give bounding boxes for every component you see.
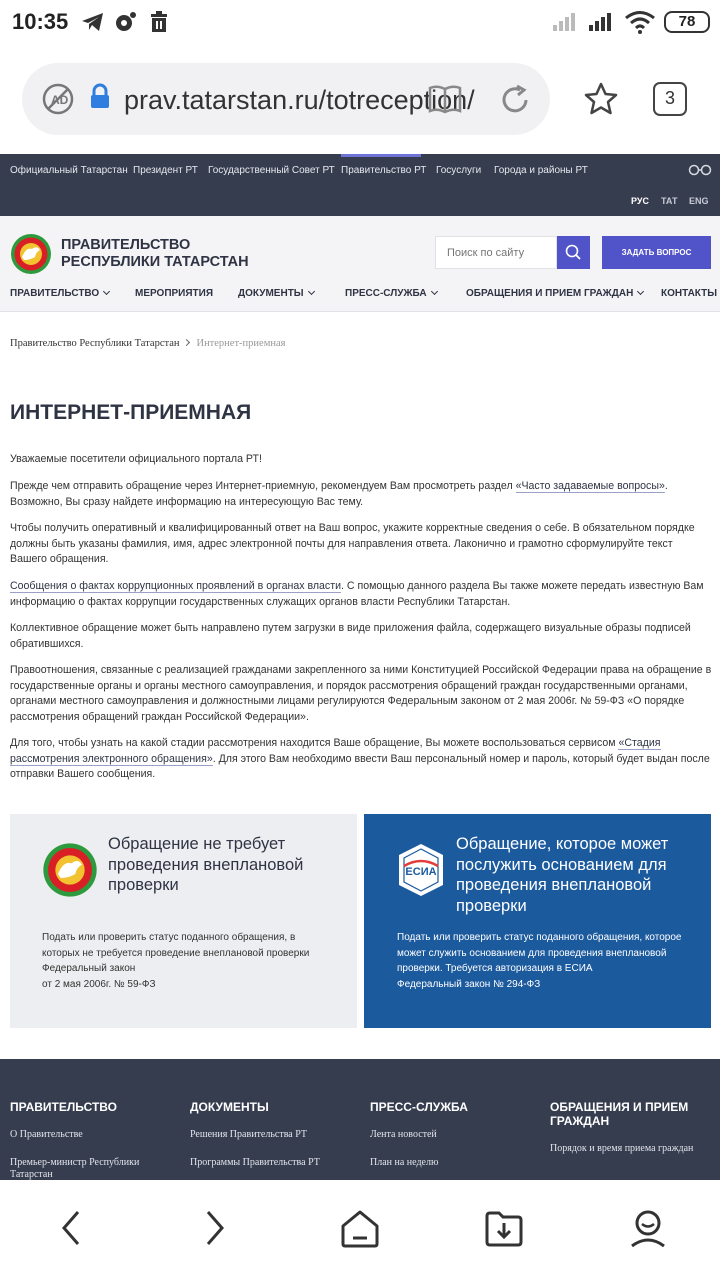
telegram-icon: [80, 10, 106, 34]
breadcrumb-current: Интернет-приемная: [196, 338, 286, 349]
browser-toolbar: [0, 46, 720, 154]
back-icon[interactable]: [58, 1208, 84, 1248]
card-inspection-desc: Подать или проверить статус поданного обращения, которое может служить основанием для проведения внеплановой проверки. Требуется авторизация в ЕСИА: [397, 932, 682, 975]
faq-link[interactable]: «Часто задаваемые вопросы»: [515, 480, 665, 492]
top-link-gosuslugi[interactable]: Госуслуги: [436, 165, 482, 176]
top-link-official[interactable]: Официальный Татарстан: [10, 165, 128, 176]
chevron-down-icon: [308, 288, 315, 295]
card-no-inspection-desc: Подать или проверить статус поданного обращения, в которых не требуется проведение внеплановой проверки: [42, 932, 310, 959]
brand-line-2: РЕСПУБЛИКИ ТАТАРСТАН: [61, 254, 249, 270]
svg-text:AD: AD: [51, 93, 69, 107]
nav-contacts[interactable]: [661, 288, 717, 299]
intro-paragraph: Уважаемые посетители официального портала РТ!: [10, 453, 262, 465]
nav-documents[interactable]: [238, 288, 314, 299]
nav-documents-label: ДОКУМЕНТЫ: [238, 288, 304, 299]
nav-events[interactable]: [135, 288, 213, 299]
status-stage-link[interactable]: «Стадия рассмотрения электронного обращения»: [10, 737, 661, 765]
nav-appeals[interactable]: [466, 288, 643, 299]
card-no-inspection-law-2: от 2 мая 2006г. № 59-ФЗ: [42, 979, 156, 991]
corruption-text-post: . С помощью данного раздела Вы также можете передать известную Вам информацию о фактах коррупции государственных служащих органов власти Республики Татарстан.: [10, 580, 704, 608]
esia-logo: [396, 842, 446, 903]
trash-icon: [148, 10, 170, 34]
card-no-inspection-title: Обращение не требует проведения внеплановой проверки: [108, 835, 304, 894]
ask-question-button[interactable]: ЗАДАТЬ ВОПРОС: [602, 236, 711, 269]
adblock-icon[interactable]: [42, 83, 74, 115]
corruption-link[interactable]: Сообщения о фактах коррупционных проявлений в органах власти: [10, 580, 342, 592]
card-inspection-title: Обращение, которое может послужить основанием для проведения внеплановой проверки: [456, 835, 669, 915]
nav-press[interactable]: [345, 288, 437, 299]
card-inspection-law: Федеральный закон № 294-ФЗ: [397, 979, 541, 991]
chevron-down-icon: [103, 288, 110, 295]
signal-icon: [552, 10, 580, 32]
card-no-inspection-law-1: Федеральный закон: [42, 963, 136, 975]
faq-text-pre: Прежде чем отправить обращение через Интернет-приемную, рекомендуем Вам просмотреть раздел: [10, 480, 516, 492]
site-search-input[interactable]: [435, 236, 557, 269]
status-text-post: . Для этого Вам необходимо ввести Ваш персональный номер и пароль, который будет выдан после отправки Вашего сообщения.: [10, 752, 710, 781]
footer-link-decisions[interactable]: Решения Правительства РТ: [190, 1129, 308, 1140]
search-icon: [557, 236, 590, 269]
site-search-button[interactable]: [557, 236, 590, 269]
url-text[interactable]: prav.tatarstan.ru/totreception/: [124, 85, 475, 115]
nav-appeals-label: ОБРАЩЕНИЯ И ПРИЕМ ГРАЖДАН: [466, 288, 634, 299]
status-time: 10:35: [12, 9, 69, 34]
signal-icon: [588, 10, 616, 32]
tabs-button[interactable]: 3: [653, 82, 687, 116]
breadcrumb: [10, 338, 285, 349]
home-icon[interactable]: [339, 1208, 381, 1250]
footer-col-documents-title: ДОКУМЕНТЫ: [190, 1100, 269, 1114]
status-bar: [0, 0, 720, 46]
top-link-cities[interactable]: Города и районы РТ: [494, 165, 588, 176]
footer-link-news[interactable]: Лента новостей: [370, 1129, 437, 1140]
card-inspection[interactable]: [364, 814, 711, 1028]
browser-bottom-bar: [0, 1180, 720, 1280]
tatarstan-emblem-icon: [42, 842, 98, 898]
corruption-paragraph: [10, 579, 712, 610]
glasses-icon[interactable]: [688, 162, 712, 176]
card-no-inspection[interactable]: [10, 814, 357, 1028]
esia-shield-icon: [396, 842, 446, 898]
status-paragraph: [10, 736, 712, 783]
status-text-pre: Для того, чтобы узнать на какой стадии рассмотрения находится Ваше обращение, Вы можете воспользоваться сервисом: [10, 737, 619, 749]
nav-events-label: МЕРОПРИЯТИЯ: [135, 288, 214, 299]
site-brand[interactable]: [61, 237, 249, 271]
profile-icon[interactable]: [627, 1208, 669, 1250]
card-inspection-text: [397, 930, 682, 993]
requirements-paragraph: Чтобы получить оперативный и квалифицированный ответ на Ваш вопрос, укажите корректные сведения о себе. В обязательном порядке должны быть указаны фамилия, имя, адрес электронной почты для направления ответа. Лаконично и грамотно сформулируйте текст Вашего обращения.: [10, 522, 695, 566]
lang-ru[interactable]: РУС: [631, 196, 649, 206]
breadcrumb-home[interactable]: Правительство Республики Татарстан: [10, 338, 180, 349]
footer-link-programs[interactable]: Программы Правительства РТ: [190, 1157, 320, 1168]
faq-paragraph: [10, 479, 712, 510]
lock-icon: [89, 84, 111, 110]
law-paragraph: Правоотношения, связанные с реализацией гражданами закрепленного за ними Конституцией Российской Федерации права на обращение в государственные органы и органы местного самоуправления, и порядок рассмотрения обращений граждан государственными органами, органами местного самоуправления и должностными лицами регулируются Федеральным законом от 2 мая 2006г. № 59-ФЗ «О порядке рассмотрения обращений граждан Российской Федерации».: [10, 664, 712, 723]
reload-icon[interactable]: [498, 83, 532, 117]
active-indicator: [341, 154, 421, 157]
lang-tat[interactable]: ТАТ: [661, 196, 678, 206]
reader-icon[interactable]: [427, 83, 463, 115]
card-no-inspection-text: [42, 930, 327, 993]
footer-col-appeals-title: ОБРАЩЕНИЯ И ПРИЕМ ГРАЖДАН: [550, 1100, 689, 1128]
wifi-icon: [624, 10, 656, 34]
faq-text-post: . Возможно, Вы сразу найдете информацию на интересующую Вас тему.: [10, 480, 668, 508]
footer-col-government-title: ПРАВИТЕЛЬСТВО: [10, 1100, 118, 1114]
footer-col-press-title: ПРЕСС-СЛУЖБА: [370, 1100, 468, 1114]
nav-government-label: ПРАВИТЕЛЬСТВО: [10, 288, 100, 299]
chevron-down-icon: [431, 288, 438, 295]
page-title: ИНТЕРНЕТ-ПРИЕМНАЯ: [10, 401, 252, 424]
portal-top-bar: [0, 154, 720, 216]
notification-icon: [114, 10, 138, 34]
downloads-icon[interactable]: [483, 1208, 525, 1250]
esia-logo-text: ЕСИА: [405, 866, 437, 878]
site-header: [0, 216, 720, 312]
footer-link-weekly-plan[interactable]: План на неделю: [370, 1157, 439, 1168]
nav-government[interactable]: [10, 288, 109, 299]
brand-line-1: ПРАВИТЕЛЬСТВО: [61, 237, 191, 253]
collective-paragraph: Коллективное обращение может быть направлено путем загрузки в виде приложения файла, содержащего визуальные образы подписей обратившихся.: [10, 622, 691, 650]
tatarstan-emblem-logo[interactable]: [10, 233, 52, 275]
footer-link-reception-hours[interactable]: Порядок и время приема граждан: [550, 1143, 694, 1154]
nav-contacts-label: КОНТАКТЫ: [661, 288, 718, 299]
lang-eng[interactable]: ENG: [689, 196, 709, 206]
top-link-council[interactable]: Государственный Совет РТ: [208, 165, 335, 176]
site-footer: [0, 1059, 720, 1180]
top-link-government[interactable]: Правительство РТ: [341, 165, 427, 176]
footer-link-premier[interactable]: Премьер-министр Республики Татарстан: [10, 1157, 140, 1180]
nav-press-label: ПРЕСС-СЛУЖБА: [345, 288, 427, 299]
chevron-down-icon: [637, 288, 644, 295]
chevron-right-icon: [183, 339, 190, 346]
footer-link-about[interactable]: О Правительстве: [10, 1129, 83, 1140]
top-link-president[interactable]: Президент РТ: [133, 165, 198, 176]
star-icon[interactable]: [583, 81, 619, 117]
address-bar[interactable]: [22, 63, 550, 135]
forward-icon[interactable]: [202, 1208, 228, 1248]
battery-level: 78: [664, 11, 710, 33]
